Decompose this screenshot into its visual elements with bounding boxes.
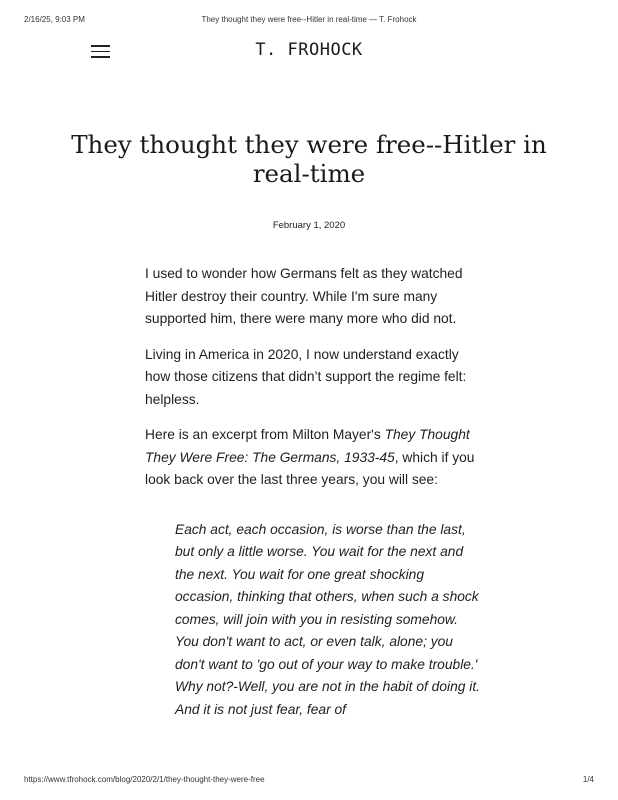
paragraph: Living in America in 2020, I now understand exactly how those citizens that didn’t support the regime felt: helpless. — [145, 346, 467, 407]
print-page-title: They thought they were free--Hitler in real-time — T. Frohock — [201, 15, 417, 24]
print-footer — [0, 775, 618, 787]
book-title: They Thought They Were Free: The Germans, 1933-45 — [145, 427, 470, 465]
block-quote: Each act, each occasion, is worse than the last, but only a little worse. You wait for the next and the next. You wait for one great shocking occasion, thinking that others, when such a shock comes, will join with you in resisting somehow. You don't want to act, or even talk, alone; you don't want to 'go out of your way to make trouble.' Why not?-Well, you are not in the habit of doing it. And it is not just fear, fear of — [175, 521, 480, 717]
print-url: https://www.tfrohock.com/blog/2020/2/1/they-thought-they-were-free — [24, 775, 265, 784]
post-date: February 1, 2020 — [272, 220, 346, 231]
print-page-count: 1/4 — [582, 775, 594, 784]
excerpt-intro-text: Here is an excerpt from Milton Mayer's — [145, 427, 385, 442]
excerpt-intro-text-end: , which if you look back over the last three years, you will see: — [145, 449, 475, 487]
post-title: They thought they were free--Hitler in real-time — [71, 130, 547, 188]
paragraph: I used to wonder how Germans felt as they watched Hitler destroy their country. While I'm sure many supported him, there were many more who did not. — [145, 266, 463, 326]
print-header — [0, 15, 618, 27]
post-body — [145, 263, 481, 721]
site-title-link[interactable]: T. FROHOCK — [255, 40, 363, 60]
excerpt-intro-paragraph — [145, 424, 481, 492]
print-datetime: 2/16/25, 9:03 PM — [24, 15, 85, 24]
